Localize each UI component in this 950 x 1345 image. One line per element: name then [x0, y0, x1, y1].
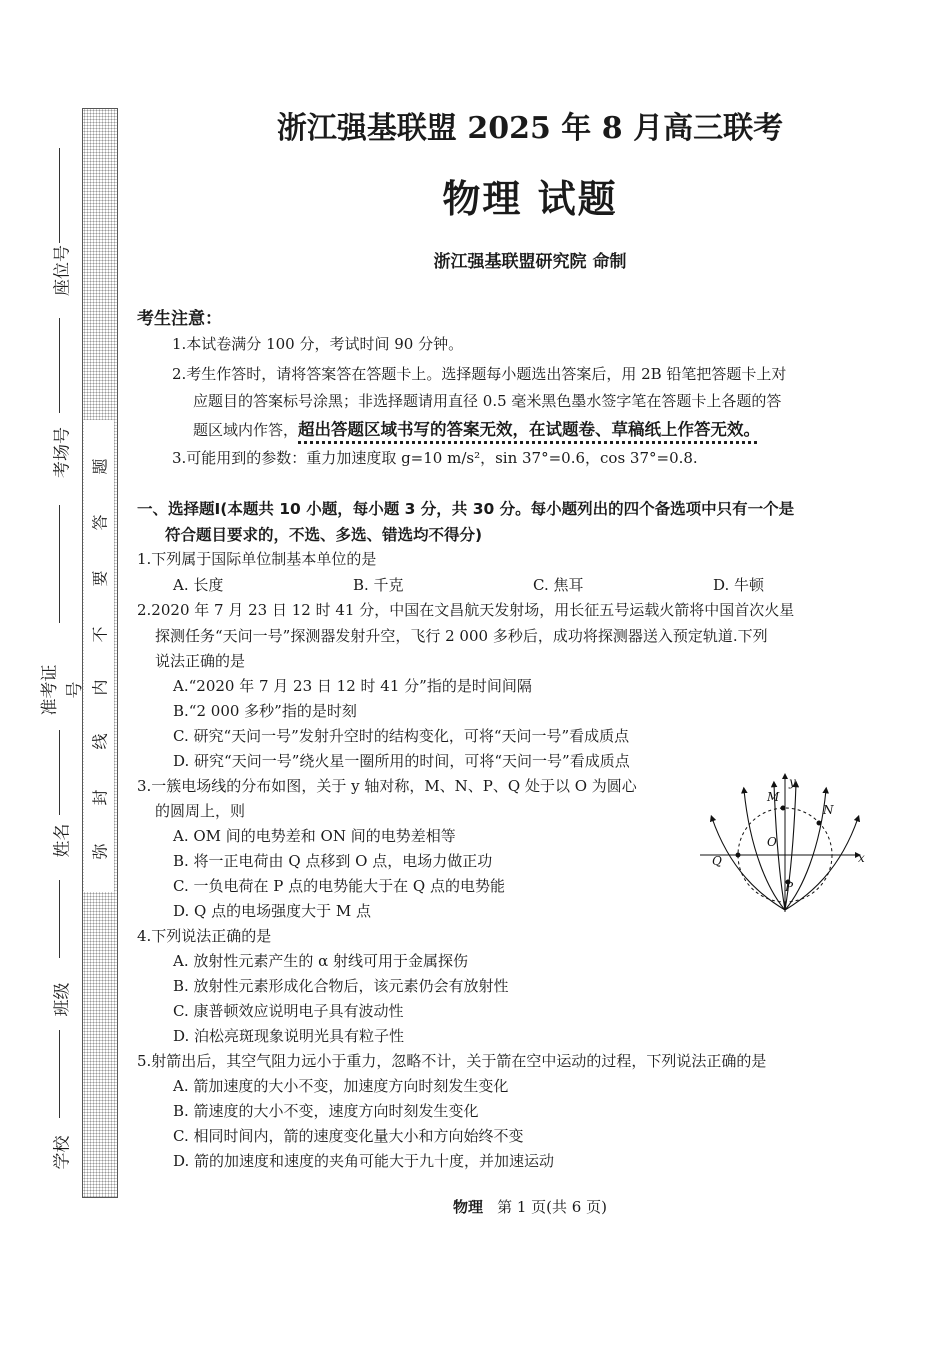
notice-item-3: 3.可能用到的参数：重力加速度取 g=10 m/s²，sin 37°=0.6，cos 37°=0.8.: [172, 449, 698, 467]
notice-plain-text: 题区域内作答，: [193, 421, 299, 439]
warning-char: 不: [90, 626, 110, 643]
point-n: [817, 821, 822, 826]
question-1-stem: 1.下列属于国际单位制基本单位的是: [137, 550, 377, 568]
warning-char: 要: [90, 570, 110, 587]
seat-number-label: 座位号: [52, 245, 73, 296]
question-3-stem-line-2: 的圆周上，则: [155, 802, 246, 820]
question-2-stem-line-1: 2.2020 年 7 月 23 日 12 时 41 分，中国在文昌航天发射场，用长征五号运载火箭将中国首次火星: [137, 601, 795, 619]
question-3-option-d[interactable]: D. Q 点的电场强度大于 M 点: [173, 902, 371, 920]
question-5-stem: 5.射箭出后，其空气阻力远小于重力，忽略不计，关于箭在空中运动的过程，下列说法正确的是: [137, 1052, 767, 1070]
notice-item-2-line-3: [193, 416, 760, 440]
label-n: N: [823, 803, 834, 817]
label-p: P: [785, 880, 794, 894]
question-3-option-a[interactable]: A. OM 间的电势差和 ON 间的电势差相等: [173, 827, 456, 845]
warning-char: 题: [90, 458, 110, 475]
name-label: 姓名: [52, 823, 73, 858]
question-2-option-d[interactable]: D. 研究“天问一号”绕火星一圈所用的时间，可将“天问一号”看成质点: [173, 752, 630, 770]
question-2-stem-line-3: 说法正确的是: [155, 652, 246, 670]
question-5-option-a[interactable]: A. 箭加速度的大小不变，加速度方向时刻发生变化: [173, 1077, 509, 1095]
label-o: O: [767, 835, 777, 849]
label-q: Q: [712, 854, 722, 868]
question-4-option-c[interactable]: C. 康普顿效应说明电子具有波动性: [173, 1002, 404, 1020]
field-line: [712, 818, 785, 910]
label-x: x: [858, 851, 865, 865]
field-line: [744, 790, 785, 910]
warning-char: 封: [90, 789, 110, 806]
question-1-option-b[interactable]: B. 千克: [353, 576, 404, 594]
section-1-heading: 一、选择题Ⅰ(本题共 10 小题，每小题 3 分，共 30 分。每小题列出的四个备选项中只有一个是: [137, 500, 795, 518]
question-4-stem: 4.下列说法正确的是: [137, 927, 272, 945]
footer-page-number: 第 1 页(共 6 页): [497, 1198, 607, 1216]
question-4-option-d[interactable]: D. 泊松亮斑现象说明光具有粒子性: [173, 1027, 405, 1045]
warning-char: 弥: [90, 843, 110, 860]
notice-heading: 考生注意：: [137, 309, 222, 329]
question-2-option-b[interactable]: B.“2 000 多秒”指的是时刻: [173, 702, 357, 720]
exam-id-label: 准考证号: [40, 664, 85, 716]
name-line[interactable]: [59, 730, 60, 815]
warning-char: 线: [90, 733, 110, 750]
point-q: [736, 853, 741, 858]
room-number-line[interactable]: [59, 318, 60, 413]
exam-producer: 浙江强基联盟研究院 命制: [433, 252, 627, 272]
question-5-option-b[interactable]: B. 箭速度的大小不变，速度方向时刻发生变化: [173, 1102, 479, 1120]
question-4-option-a[interactable]: A. 放射性元素产生的 α 射线可用于金属探伤: [173, 952, 469, 970]
label-m: M: [767, 790, 780, 804]
field-line: [785, 818, 858, 910]
class-line[interactable]: [59, 880, 60, 958]
label-y: y: [789, 775, 796, 789]
school-label: 学校: [52, 1135, 73, 1170]
seat-number-line[interactable]: [59, 148, 60, 243]
notice-item-2-line-2: 应题目的答案标号涂黑；非选择题请用直径 0.5 毫米黑色墨水签字笔在答题卡上各题的答: [193, 392, 782, 410]
binding-warning-area: [84, 420, 114, 892]
question-3-option-c[interactable]: C. 一负电荷在 P 点的电势能大于在 Q 点的电势能: [173, 877, 505, 895]
exam-title: 浙江强基联盟 2025 年 8 月高三联考: [276, 111, 784, 146]
warning-char: 内: [90, 679, 110, 696]
page-footer: [140, 1196, 920, 1217]
question-1-option-a[interactable]: A. 长度: [173, 576, 224, 594]
question-1-option-d[interactable]: D. 牛顿: [713, 576, 765, 594]
question-3-stem-line-1: 3.一簇电场线的分布如图，关于 y 轴对称，M、N、P、Q 处于以 O 为圆心: [137, 777, 637, 795]
exam-id-line[interactable]: [59, 505, 60, 623]
notice-emphasis-text: 超出答题区域书写的答案无效，在试题卷、草稿纸上作答无效。: [298, 420, 761, 439]
question-3-option-b[interactable]: B. 将一正电荷由 Q 点移到 O 点，电场力做正功: [173, 852, 493, 870]
point-m: [781, 806, 786, 811]
question-2-option-a[interactable]: A.“2020 年 7 月 23 日 12 时 41 分”指的是时间间隔: [173, 677, 532, 695]
question-4-option-b[interactable]: B. 放射性元素形成化合物后，该元素仍会有放射性: [173, 977, 509, 995]
section-1-heading-cont: 符合题目要求的，不选、多选、错选均不得分): [165, 526, 483, 544]
class-label: 班级: [52, 982, 73, 1017]
room-number-label: 考场号: [52, 427, 73, 478]
school-line[interactable]: [59, 1030, 60, 1118]
electric-field-figure: [700, 770, 870, 915]
question-5-option-c[interactable]: C. 相同时间内，箭的速度变化量大小和方向始终不变: [173, 1127, 524, 1145]
warning-char: 答: [90, 514, 110, 531]
question-1-option-c[interactable]: C. 焦耳: [533, 576, 584, 594]
footer-subject: 物理: [453, 1198, 484, 1216]
question-2-stem-line-2: 探测任务“天问一号”探测器发射升空，飞行 2 000 多秒后，成功将探测器送入预定轨道.下列: [155, 627, 768, 645]
notice-item-1: 1.本试卷满分 100 分，考试时间 90 分钟。: [172, 335, 464, 353]
exam-subtitle: 物理 试题: [442, 176, 618, 221]
question-2-option-c[interactable]: C. 研究“天问一号”发射升空时的结构变化，可将“天问一号”看成质点: [173, 727, 630, 745]
question-5-option-d[interactable]: D. 箭的加速度和速度的夹角可能大于九十度，并加速运动: [173, 1152, 555, 1170]
notice-item-2-line-1: 2.考生作答时，请将答案答在答题卡上。选择题每小题选出答案后，用 2B 铅笔把答题卡上对: [172, 365, 787, 383]
